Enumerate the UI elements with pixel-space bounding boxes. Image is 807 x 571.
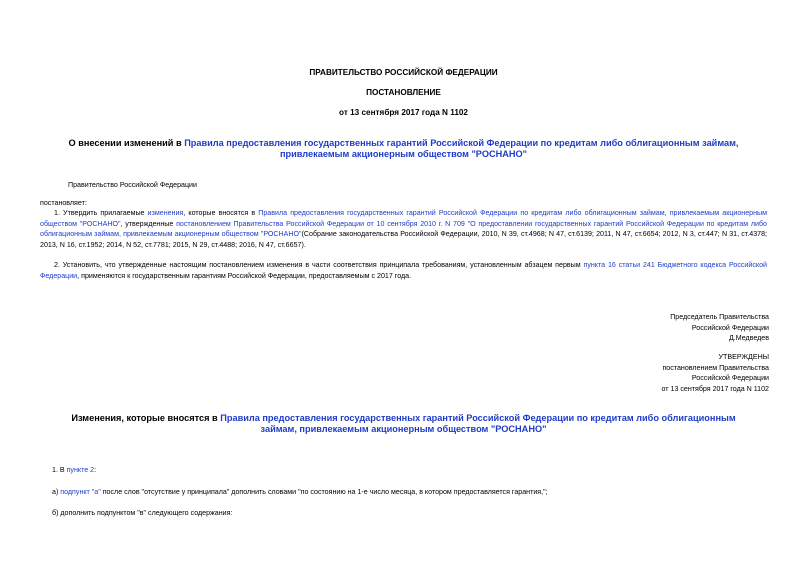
changes-item-1 — [52, 465, 96, 475]
item-a-link[interactable]: подпункт "а" — [60, 488, 101, 496]
approved-line-4: от 13 сентября 2017 года N 1102 — [661, 384, 769, 393]
date-number-heading: от 13 сентября 2017 года N 1102 — [339, 108, 468, 117]
changes-item-a — [52, 487, 548, 497]
signature-line-1: Председатель Правительства — [670, 313, 769, 321]
item1-prefix: 1. В — [52, 466, 67, 474]
approved-line-1: УТВЕРЖДЕНЫ — [718, 353, 769, 361]
p2-text-1: 2. Установить, что утвержденные настоящим постановлением изменения в части соответствия принципала требованиям, установленным абзацем первым — [54, 261, 584, 269]
signature-line-2: Российской Федерации — [691, 323, 769, 332]
p1-link-rules[interactable]: Правила предоставления государственных гарантий Российской Федерации по кредитам либо облигационным займам, привлекаемым акционерным обществом "РОСНАНО" — [40, 209, 768, 228]
p2-text-2: , применяются к государственным гарантиям Российской Федерации, предоставляемым с 2017 года. — [77, 271, 412, 280]
item1-suffix: : — [94, 466, 97, 474]
changes-title-link[interactable]: Правила предоставления государственных гарантий Российской Федерации по кредитам либо облигационным займам, привлекаемым акционерным обществом "РОСНАНО" — [220, 413, 736, 434]
p1-text-3: , утвержденные — [120, 219, 177, 228]
signature-block — [670, 312, 769, 344]
p1-link-changes[interactable]: изменения — [147, 209, 184, 217]
paragraph-1 — [40, 208, 767, 250]
p1-link-decree[interactable]: постановлением Правительства Российской Федерации от 10 сентября 2010 г. N 709 "О предоставлении государственных гарантий Российской Федерации по кредитам либо облигационным займам, привлекаемым акционерным обществом "РОСНАНО" — [40, 219, 767, 238]
p1-text-4: (Собрание законодательства Российской Федерации, 2010, N 39, ст.4968; N 47, ст.6139; 2011, N 47, ст.6654; 2012, N 3, ст.447; N 31, ст.4378; 2013, N 16, ст.1952; 2014, N 52, ст.7781; 2015, N 29, ст.4488; 2016, N 47, ст.6657). — [40, 230, 767, 249]
approved-block — [662, 352, 770, 394]
doc-type-heading: ПОСТАНОВЛЕНИЕ — [366, 88, 441, 97]
changes-title — [70, 413, 737, 435]
signature-line-3: Д.Медведев — [728, 334, 769, 342]
document-title — [40, 138, 767, 160]
item-a-prefix: а) — [52, 488, 61, 496]
p1-text-2: , которые вносятся в — [183, 209, 259, 217]
item1-link[interactable]: пункте 2 — [66, 466, 95, 474]
paragraph-2 — [40, 260, 767, 281]
p1-text-1: 1. Утвердить прилагаемые — [54, 209, 148, 217]
government-heading: ПРАВИТЕЛЬСТВО РОССИЙСКОЙ ФЕДЕРАЦИИ — [309, 68, 498, 77]
item-a-text: после слов "отсутствие у принципала" дополнить словами "по состоянию на 1-е число месяца, в котором предоставляется гарантия,"; — [100, 488, 548, 496]
approved-line-3: Российской Федерации — [691, 374, 769, 382]
changes-title-prefix: Изменения, которые вносятся в — [71, 413, 221, 423]
approved-line-2: постановлением Правительства — [662, 363, 769, 372]
intro-text: Правительство Российской Федерации — [68, 181, 197, 189]
changes-item-b: б) дополнить подпунктом "в" следующего содержания: — [52, 509, 233, 517]
title-link[interactable]: Правила предоставления государственных гарантий Российской Федерации по кредитам либо облигационным займам, привлекаемым акционерным обществом "РОСНАНО" — [184, 138, 739, 159]
title-prefix: О внесении изменений в — [68, 138, 185, 148]
p2-link-budget-code[interactable]: пункта 16 статьи 241 Бюджетного кодекса Российской Федерации — [40, 261, 767, 280]
decrees-text: постановляет: — [40, 199, 87, 207]
